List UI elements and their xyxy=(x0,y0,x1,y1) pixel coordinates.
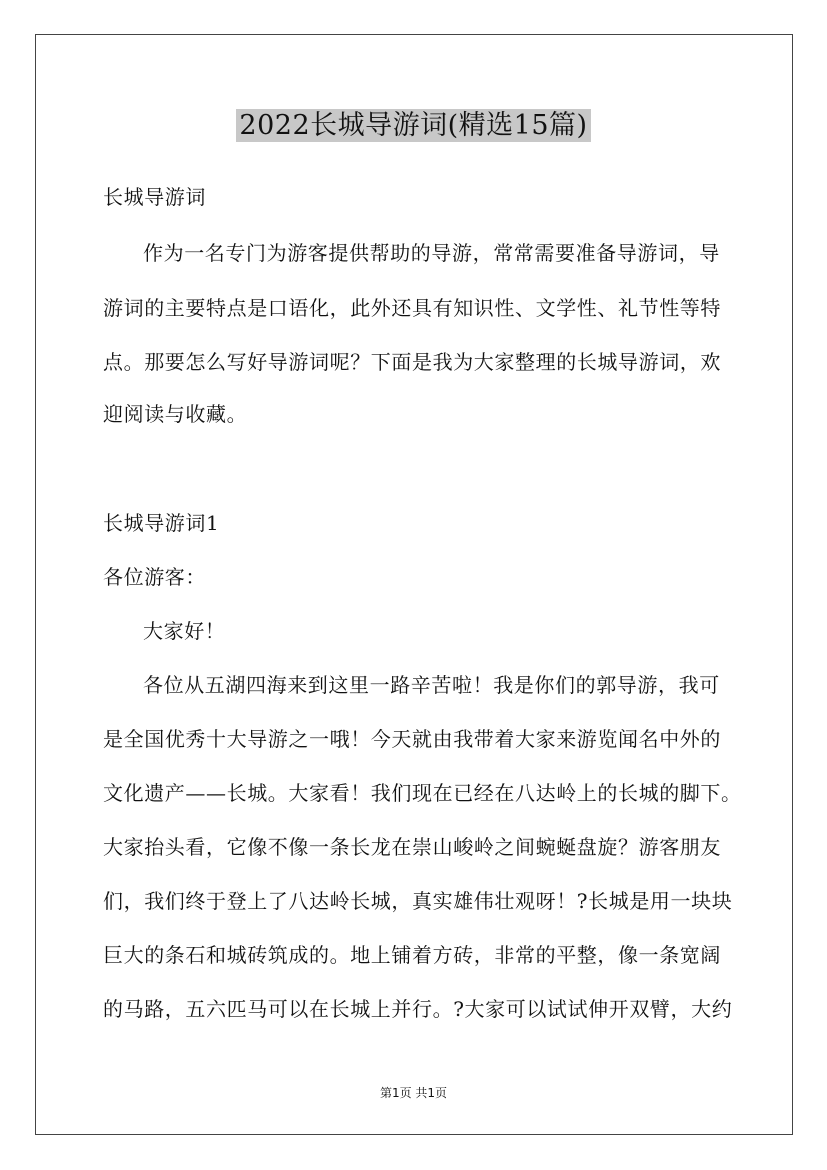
intro-line: 点。那要怎么写好导游词呢？下面是我为大家整理的长城导游词，欢 xyxy=(103,350,721,374)
body-line: 巨大的条石和城砖筑成的。地上铺着方砖，非常的平整，像一条宽阔 xyxy=(103,943,721,967)
subsection-heading: 长城导游词1 xyxy=(103,511,220,535)
page-number: 第1页 共1页 xyxy=(379,1086,448,1100)
body-line: 大家抬头看，它像不像一条长龙在崇山峻岭之间蜿蜒盘旋？游客朋友 xyxy=(103,835,721,859)
body-line: 各位从五湖四海来到这里一路辛苦啦！我是你们的郭导游，我可 xyxy=(143,673,720,697)
greeting-line: 各位游客： xyxy=(103,565,206,589)
section-heading: 长城导游词 xyxy=(103,185,206,209)
hello-line: 大家好！ xyxy=(143,619,226,643)
body-line: 是全国优秀十大导游之一哦！今天就由我带着大家来游览闻名中外的 xyxy=(103,727,721,751)
body-line: 的马路，五六匹马可以在长城上并行。?大家可以试试伸开双臂，大约 xyxy=(103,997,733,1021)
document-title: 2022长城导游词(精选15篇) xyxy=(236,109,590,142)
intro-line: 游词的主要特点是口语化，此外还具有知识性、文学性、礼节性等特 xyxy=(103,296,721,320)
intro-line: 迎阅读与收藏。 xyxy=(103,402,248,426)
body-line: 们，我们终于登上了八达岭长城，真实雄伟壮观呀！?长城是用一块块 xyxy=(103,889,733,913)
body-line: 文化遗产——长城。大家看！我们现在已经在八达岭上的长城的脚下。 xyxy=(103,781,742,805)
intro-line: 作为一名专门为游客提供帮助的导游，常常需要准备导游词，导 xyxy=(143,241,720,265)
document-title-container xyxy=(0,103,827,142)
